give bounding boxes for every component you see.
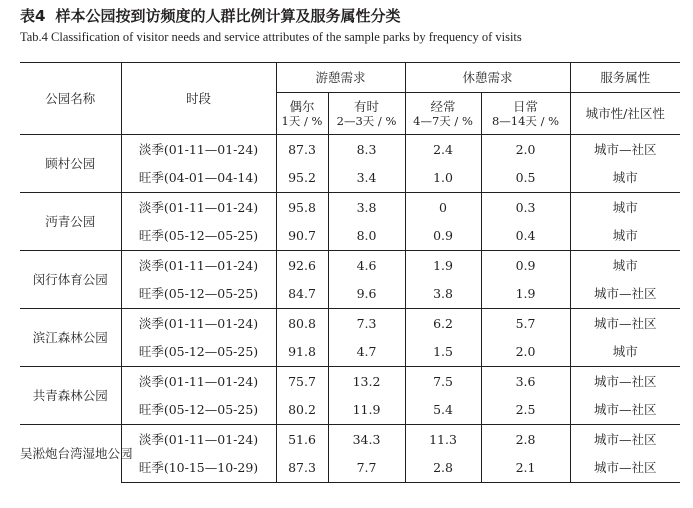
header-daily [481,93,570,135]
header-service-sub: 城市性/社区性 [570,93,680,135]
cell-service: 城市—社区 [570,280,680,309]
cell-often: 3.8 [405,280,481,309]
cell-occasional: 80.2 [276,396,328,425]
header-often-label: 经常 [430,98,456,114]
cell-daily: 2.0 [481,135,570,164]
cell-often: 0 [405,193,481,222]
header-sometimes-unit: 2—3天 / % [336,113,397,128]
cell-sometimes: 4.6 [328,251,405,280]
cell-period: 淡季(01-11—01-24) [121,367,276,396]
header-period: 时段 [121,63,276,135]
cell-park-name: 滨江森林公园 [20,309,121,367]
cell-period: 淡季(01-11—01-24) [121,135,276,164]
table-caption [20,6,680,46]
header-service-group: 服务属性 [570,63,680,93]
cell-service: 城市 [570,251,680,280]
header-occasional-label: 偶尔 [289,98,315,114]
cell-service: 城市 [570,222,680,251]
cell-park-name: 闵行体育公园 [20,251,121,309]
table-body [20,135,680,483]
cell-period: 淡季(01-11—01-24) [121,251,276,280]
cell-occasional: 75.7 [276,367,328,396]
cell-occasional: 95.8 [276,193,328,222]
table-row [20,135,680,164]
header-stroll-group: 游憩需求 [276,63,405,93]
table-row [20,251,680,280]
cell-often: 2.4 [405,135,481,164]
cell-occasional: 91.8 [276,338,328,367]
header-daily-unit: 8—14天 / % [491,113,560,128]
cell-often: 11.3 [405,425,481,454]
cell-daily: 2.8 [481,425,570,454]
cell-sometimes: 11.9 [328,396,405,425]
cell-occasional: 84.7 [276,280,328,309]
header-often [405,93,481,135]
cell-daily: 5.7 [481,309,570,338]
cell-daily: 0.3 [481,193,570,222]
cell-period: 淡季(01-11—01-24) [121,193,276,222]
cell-sometimes: 3.8 [328,193,405,222]
cell-sometimes: 7.7 [328,454,405,483]
cell-service: 城市 [570,338,680,367]
cell-period: 旺季(10-15—10-29) [121,454,276,483]
cell-occasional: 92.6 [276,251,328,280]
cell-park-name: 吴淞炮台湾湿地公园 [20,425,121,483]
cell-often: 0.9 [405,222,481,251]
header-row-1 [20,63,680,93]
cell-sometimes: 4.7 [328,338,405,367]
table-row [20,309,680,338]
cell-period: 旺季(05-12—05-25) [121,222,276,251]
cell-often: 6.2 [405,309,481,338]
cell-sometimes: 7.3 [328,309,405,338]
table-title-en: Tab.4 Classification of visitor needs and service attributes of the sample parks by frequency of visits [20,30,522,44]
cell-often: 2.8 [405,454,481,483]
cell-daily: 2.0 [481,338,570,367]
cell-service: 城市 [570,164,680,193]
header-often-unit: 4—7天 / % [413,113,473,128]
cell-daily: 3.6 [481,367,570,396]
cell-service: 城市 [570,193,680,222]
cell-period: 旺季(05-12—05-25) [121,338,276,367]
header-rest-group: 休憩需求 [405,63,570,93]
header-occasional-unit: 1天 / % [281,113,323,128]
cell-sometimes: 8.0 [328,222,405,251]
cell-sometimes: 3.4 [328,164,405,193]
cell-service: 城市—社区 [570,135,680,164]
header-sometimes [328,93,405,135]
cell-daily: 2.5 [481,396,570,425]
cell-period: 旺季(05-12—05-25) [121,280,276,309]
cell-service: 城市—社区 [570,425,680,454]
table-row [20,367,680,396]
cell-sometimes: 13.2 [328,367,405,396]
cell-daily: 0.4 [481,222,570,251]
cell-sometimes: 9.6 [328,280,405,309]
table-row [20,193,680,222]
cell-often: 1.0 [405,164,481,193]
cell-park-name: 顾村公园 [45,156,96,171]
cell-occasional: 51.6 [276,425,328,454]
cell-daily: 1.9 [481,280,570,309]
cell-occasional: 90.7 [276,222,328,251]
cell-often: 1.5 [405,338,481,367]
cell-occasional: 87.3 [276,135,328,164]
header-occasional [276,93,328,135]
table-title-text: 样本公园按到访频度的人群比例计算及服务属性分类 [55,7,401,25]
header-daily-label: 日常 [513,98,539,114]
cell-sometimes: 8.3 [328,135,405,164]
cell-often: 1.9 [405,251,481,280]
cell-service: 城市—社区 [570,396,680,425]
cell-occasional: 95.2 [276,164,328,193]
cell-often: 5.4 [405,396,481,425]
cell-service: 城市—社区 [570,454,680,483]
cell-park-name: 共青森林公园 [20,367,121,425]
cell-service: 城市—社区 [570,309,680,338]
cell-often: 7.5 [405,367,481,396]
table-row [20,425,680,454]
cell-daily: 0.5 [481,164,570,193]
header-sometimes-label: 有时 [354,98,380,114]
cell-service: 城市—社区 [570,367,680,396]
cell-occasional: 80.8 [276,309,328,338]
cell-park-name: 沔青公园 [20,193,121,251]
cell-daily: 2.1 [481,454,570,483]
cell-period: 淡季(01-11—01-24) [121,309,276,338]
cell-period: 旺季(04-01—04-14) [121,164,276,193]
cell-period: 淡季(01-11—01-24) [121,425,276,454]
table-number: 表4 [20,7,46,25]
cell-sometimes: 34.3 [328,425,405,454]
header-park: 公园名称 [20,63,121,135]
table-title-cn [20,6,680,26]
cell-period: 旺季(05-12—05-25) [121,396,276,425]
cell-occasional: 87.3 [276,454,328,483]
data-table [20,62,680,483]
cell-daily: 0.9 [481,251,570,280]
